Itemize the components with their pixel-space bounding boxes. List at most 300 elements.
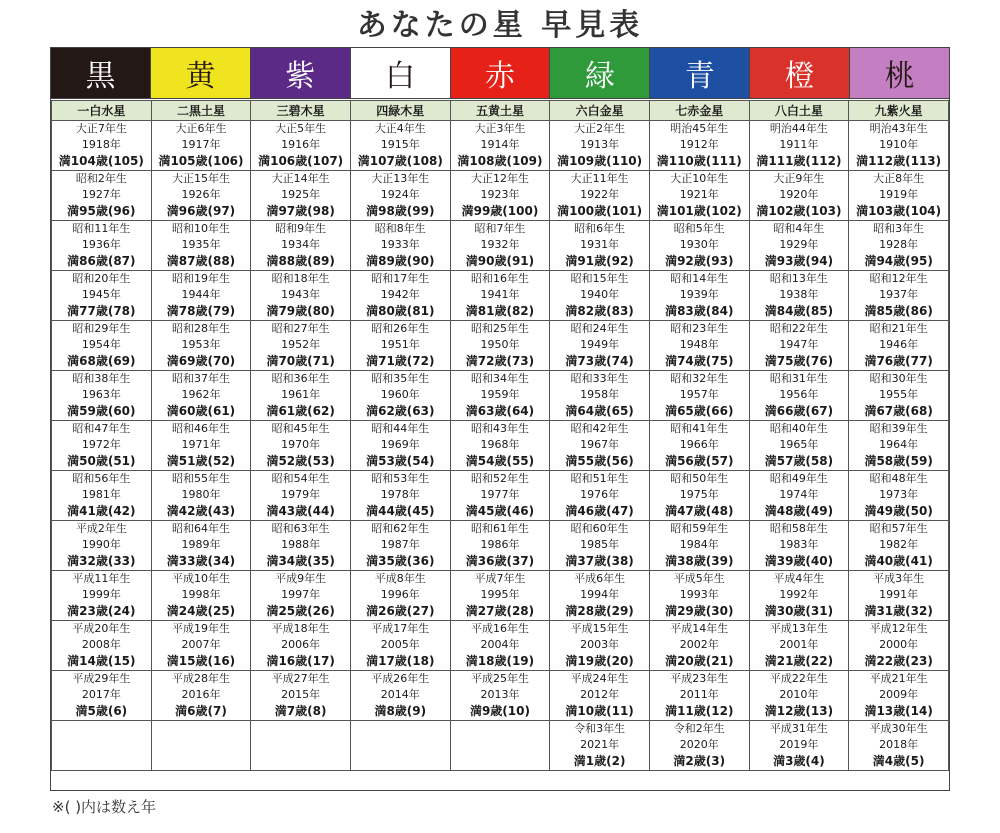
table-cell — [52, 671, 152, 721]
table-row — [52, 621, 949, 671]
western-year-label: 1994年 — [580, 588, 620, 601]
era-year-label: 昭和13年生 — [769, 272, 828, 285]
western-year-label: 1988年 — [281, 538, 321, 551]
table-cell — [649, 221, 749, 271]
age-label: 満112歳(113) — [856, 154, 942, 168]
western-year-label: 2019年 — [779, 738, 819, 751]
age-label: 満92歳(93) — [665, 254, 734, 268]
table-cell — [350, 321, 450, 371]
age-label: 満71歳(72) — [366, 354, 435, 368]
western-year-label: 1967年 — [580, 438, 620, 451]
western-year-label: 1963年 — [81, 388, 121, 401]
western-year-label: 2002年 — [679, 638, 719, 651]
age-label: 満105歳(106) — [158, 154, 244, 168]
table-cell — [849, 121, 949, 171]
table-cell — [251, 571, 351, 621]
table-cell — [749, 421, 849, 471]
star-header-cell: 九紫火星 — [849, 101, 949, 121]
age-label: 満26歳(27) — [366, 604, 435, 618]
age-label: 満81歳(82) — [465, 304, 535, 318]
western-year-label: 1979年 — [281, 488, 321, 501]
age-label: 満4歳(5) — [872, 754, 925, 768]
age-label: 満49歳(50) — [864, 504, 933, 518]
age-label: 満74歳(75) — [665, 354, 734, 368]
western-year-label: 2017年 — [81, 688, 121, 701]
table-cell — [649, 421, 749, 471]
age-label: 満99歳(100) — [461, 204, 539, 218]
age-label: 満84歳(85) — [764, 304, 834, 318]
era-year-label: 明治45年生 — [670, 122, 729, 135]
age-label: 満44歳(45) — [366, 504, 435, 518]
era-year-label: 昭和27年生 — [271, 322, 330, 335]
table-cell — [649, 271, 749, 321]
table-cell — [749, 671, 849, 721]
age-label: 満89歳(90) — [366, 254, 435, 268]
age-label: 満36歳(37) — [465, 554, 535, 568]
table-cell — [52, 121, 152, 171]
era-year-label: 平成4年生 — [773, 572, 825, 585]
age-label: 満21歳(22) — [764, 654, 834, 668]
age-label: 満29歳(30) — [665, 604, 734, 618]
age-label: 満90歳(91) — [465, 254, 535, 268]
table-cell — [649, 471, 749, 521]
western-year-label: 2005年 — [380, 638, 420, 651]
western-year-label: 1980年 — [181, 488, 221, 501]
table-cell — [749, 171, 849, 221]
era-year-label: 昭和32年生 — [670, 372, 729, 385]
era-year-label: 昭和22年生 — [769, 322, 828, 335]
table-cell — [649, 571, 749, 621]
era-year-label: 明治44年生 — [769, 122, 828, 135]
age-label: 満23歳(24) — [67, 604, 136, 618]
table-cell — [350, 221, 450, 271]
western-year-label: 2012年 — [580, 688, 620, 701]
era-year-label: 昭和34年生 — [470, 372, 529, 385]
table-cell — [151, 171, 251, 221]
table-cell — [251, 671, 351, 721]
age-label: 満42歳(43) — [166, 504, 236, 518]
table-cell — [350, 571, 450, 621]
age-label: 満40歳(41) — [864, 554, 933, 568]
table-cell — [151, 121, 251, 171]
age-label: 満41歳(42) — [67, 504, 136, 518]
era-year-label: 昭和45年生 — [271, 422, 330, 435]
table-cell — [649, 371, 749, 421]
western-year-label: 2013年 — [480, 688, 520, 701]
western-year-label: 1973年 — [879, 488, 919, 501]
table-cell — [350, 521, 450, 571]
age-label: 満30歳(31) — [764, 604, 834, 618]
table-cell — [849, 371, 949, 421]
table-cell — [849, 671, 949, 721]
western-year-label: 1968年 — [480, 438, 520, 451]
table-cell — [649, 521, 749, 571]
western-year-label: 1939年 — [679, 288, 719, 301]
western-year-label: 1981年 — [81, 488, 121, 501]
age-label: 満73歳(74) — [565, 354, 634, 368]
era-year-label: 平成7年生 — [474, 572, 526, 585]
table-cell — [450, 721, 550, 771]
age-label: 満93歳(94) — [764, 254, 834, 268]
table-cell — [849, 621, 949, 671]
western-year-label: 2020年 — [679, 738, 719, 751]
table-cell — [350, 471, 450, 521]
western-year-label: 1965年 — [779, 438, 819, 451]
era-year-label: 昭和6年生 — [574, 222, 626, 235]
table-row — [52, 571, 949, 621]
age-label: 満59歳(60) — [67, 404, 136, 418]
era-year-label: 平成17年生 — [371, 622, 430, 635]
western-year-label: 1987年 — [380, 538, 420, 551]
era-year-label: 昭和21年生 — [869, 322, 928, 335]
age-label: 満43歳(44) — [266, 504, 335, 518]
age-label: 満35歳(36) — [366, 554, 435, 568]
color-cell: 桃 — [850, 48, 949, 98]
table-cell — [849, 321, 949, 371]
era-year-label: 昭和47年生 — [72, 422, 131, 435]
table-cell — [251, 221, 351, 271]
table-cell — [52, 471, 152, 521]
era-year-label: 平成12年生 — [869, 622, 928, 635]
western-year-label: 1947年 — [779, 338, 819, 351]
era-year-label: 平成15年生 — [570, 622, 629, 635]
table-cell — [151, 371, 251, 421]
table-cell — [550, 721, 650, 771]
table-cell — [450, 271, 550, 321]
age-label: 満39歳(40) — [764, 554, 834, 568]
western-year-label: 1932年 — [480, 238, 520, 251]
age-label: 満67歳(68) — [864, 404, 933, 418]
table-cell — [450, 371, 550, 421]
western-year-label: 1925年 — [281, 188, 321, 201]
age-label: 満46歳(47) — [565, 504, 634, 518]
western-year-label: 1937年 — [879, 288, 919, 301]
age-label: 満101歳(102) — [656, 204, 742, 218]
era-year-label: 昭和51年生 — [570, 472, 629, 485]
age-label: 満16歳(17) — [266, 654, 335, 668]
era-year-label: 昭和11年生 — [72, 222, 131, 235]
star-header-cell: 三碧木星 — [251, 101, 351, 121]
table-cell — [52, 521, 152, 571]
era-year-label: 令和2年生 — [673, 722, 725, 735]
western-year-label: 1956年 — [779, 388, 819, 401]
age-label: 満37歳(38) — [565, 554, 634, 568]
footnote: ※( )内は数え年 — [52, 798, 157, 816]
color-header-row — [51, 48, 949, 99]
table-cell — [251, 121, 351, 171]
western-year-label: 1976年 — [580, 488, 620, 501]
table-cell — [450, 521, 550, 571]
table-cell — [550, 321, 650, 371]
western-year-label: 1949年 — [580, 338, 620, 351]
age-label: 満104歳(105) — [58, 154, 144, 168]
table-cell — [151, 721, 251, 771]
age-label: 満111歳(112) — [756, 154, 842, 168]
age-label: 満83歳(84) — [665, 304, 734, 318]
table-cell — [350, 421, 450, 471]
table-cell — [52, 321, 152, 371]
table-cell — [550, 671, 650, 721]
era-year-label: 昭和37年生 — [171, 372, 230, 385]
age-label: 満27歳(28) — [465, 604, 535, 618]
table-cell — [52, 571, 152, 621]
western-year-label: 2003年 — [580, 638, 620, 651]
table-cell — [151, 471, 251, 521]
western-year-label: 2004年 — [480, 638, 520, 651]
western-year-label: 1918年 — [81, 138, 121, 151]
table-cell — [450, 421, 550, 471]
age-label: 満108歳(109) — [457, 154, 543, 168]
color-cell: 赤 — [451, 48, 551, 98]
western-year-label: 1935年 — [181, 238, 221, 251]
table-cell — [550, 121, 650, 171]
era-year-label: 大正9年生 — [773, 172, 825, 185]
age-label: 満65歳(66) — [665, 404, 734, 418]
table-cell — [749, 621, 849, 671]
era-year-label: 平成28年生 — [171, 672, 230, 685]
star-header-cell: 二黒土星 — [151, 101, 251, 121]
western-year-label: 2018年 — [879, 738, 919, 751]
table-cell — [350, 121, 450, 171]
era-year-label: 平成21年生 — [869, 672, 928, 685]
western-year-label: 1951年 — [380, 338, 420, 351]
era-year-label: 平成25年生 — [470, 672, 529, 685]
age-label: 満7歳(8) — [274, 704, 327, 718]
table-cell — [849, 271, 949, 321]
table-cell — [849, 471, 949, 521]
western-year-label: 1912年 — [679, 138, 719, 151]
western-year-label: 1952年 — [281, 338, 321, 351]
era-year-label: 大正14年生 — [271, 172, 330, 185]
age-label: 満56歳(57) — [665, 454, 734, 468]
table-cell — [151, 571, 251, 621]
era-year-label: 大正4年生 — [374, 122, 426, 135]
age-label: 満80歳(81) — [366, 304, 435, 318]
table-row — [52, 221, 949, 271]
era-year-label: 昭和17年生 — [371, 272, 430, 285]
table-cell — [251, 271, 351, 321]
western-year-label: 1930年 — [679, 238, 719, 251]
table-cell — [749, 321, 849, 371]
western-year-label: 1914年 — [480, 138, 520, 151]
western-year-label: 1920年 — [779, 188, 819, 201]
era-year-label: 大正3年生 — [474, 122, 526, 135]
table-cell — [550, 621, 650, 671]
era-year-label: 昭和28年生 — [171, 322, 230, 335]
era-year-label: 昭和14年生 — [670, 272, 729, 285]
western-year-label: 1954年 — [81, 338, 121, 351]
era-year-label: 昭和60年生 — [570, 522, 629, 535]
western-year-label: 2010年 — [779, 688, 819, 701]
era-year-label: 令和3年生 — [574, 722, 626, 735]
age-label: 満86歳(87) — [67, 254, 136, 268]
era-year-label: 平成31年生 — [769, 722, 828, 735]
era-year-label: 昭和61年生 — [470, 522, 529, 535]
era-year-label: 大正2年生 — [574, 122, 626, 135]
western-year-label: 1943年 — [281, 288, 321, 301]
age-label: 満110歳(111) — [656, 154, 742, 168]
table-cell — [52, 271, 152, 321]
era-year-label: 昭和40年生 — [769, 422, 828, 435]
western-year-label: 2006年 — [281, 638, 321, 651]
table-cell — [450, 571, 550, 621]
western-year-label: 1931年 — [580, 238, 620, 251]
western-year-label: 1964年 — [879, 438, 919, 451]
table-cell — [550, 271, 650, 321]
age-label: 満98歳(99) — [366, 204, 435, 218]
era-year-label: 平成30年生 — [869, 722, 928, 735]
table-row — [52, 671, 949, 721]
era-year-label: 平成29年生 — [72, 672, 131, 685]
age-label: 満54歳(55) — [465, 454, 535, 468]
era-year-label: 平成23年生 — [670, 672, 729, 685]
age-label: 満2歳(3) — [673, 754, 726, 768]
table-cell — [550, 471, 650, 521]
age-label: 満11歳(12) — [665, 704, 734, 718]
western-year-label: 1919年 — [879, 188, 919, 201]
western-year-label: 1984年 — [679, 538, 719, 551]
age-label: 満76歳(77) — [864, 354, 933, 368]
age-label: 満52歳(53) — [266, 454, 335, 468]
western-year-label: 1978年 — [380, 488, 420, 501]
table-cell — [849, 421, 949, 471]
age-label: 満53歳(54) — [366, 454, 435, 468]
age-label: 満12歳(13) — [764, 704, 834, 718]
table-cell — [649, 121, 749, 171]
era-year-label: 平成18年生 — [271, 622, 330, 635]
era-year-label: 昭和3年生 — [873, 222, 925, 235]
western-year-label: 2008年 — [81, 638, 121, 651]
age-label: 満79歳(80) — [266, 304, 335, 318]
table-cell — [251, 471, 351, 521]
western-year-label: 1946年 — [879, 338, 919, 351]
age-label: 満31歳(32) — [864, 604, 933, 618]
western-year-label: 1957年 — [679, 388, 719, 401]
table-cell — [649, 171, 749, 221]
table-cell — [749, 221, 849, 271]
era-year-label: 昭和33年生 — [570, 372, 629, 385]
era-year-label: 昭和9年生 — [275, 222, 327, 235]
western-year-label: 1991年 — [879, 588, 919, 601]
age-label: 満72歳(73) — [465, 354, 535, 368]
age-label: 満8歳(9) — [374, 704, 427, 718]
age-label: 満47歳(48) — [665, 504, 734, 518]
western-year-label: 1995年 — [480, 588, 520, 601]
table-cell — [450, 471, 550, 521]
table-cell — [151, 271, 251, 321]
age-label: 満22歳(23) — [864, 654, 933, 668]
table-cell — [450, 221, 550, 271]
table-cell — [649, 321, 749, 371]
western-year-label: 1974年 — [779, 488, 819, 501]
western-year-label: 2009年 — [879, 688, 919, 701]
era-year-label: 平成13年生 — [769, 622, 828, 635]
era-year-label: 大正6年生 — [175, 122, 227, 135]
table-cell — [52, 371, 152, 421]
table-cell — [550, 421, 650, 471]
era-year-label: 昭和25年生 — [470, 322, 529, 335]
color-cell: 黄 — [151, 48, 251, 98]
era-year-label: 平成10年生 — [171, 572, 230, 585]
table-cell — [450, 671, 550, 721]
western-year-label: 1998年 — [181, 588, 221, 601]
table-cell — [251, 371, 351, 421]
western-year-label: 1926年 — [181, 188, 221, 201]
age-label: 満57歳(58) — [764, 454, 834, 468]
table-cell — [350, 171, 450, 221]
western-year-label: 1985年 — [580, 538, 620, 551]
table-cell — [52, 621, 152, 671]
age-label: 満88歳(89) — [266, 254, 335, 268]
table-cell — [151, 221, 251, 271]
age-label: 満48歳(49) — [764, 504, 834, 518]
era-year-label: 昭和20年生 — [72, 272, 131, 285]
table-cell — [849, 521, 949, 571]
age-label: 満1歳(2) — [573, 754, 626, 768]
age-label: 満20歳(21) — [665, 654, 734, 668]
era-year-label: 昭和19年生 — [171, 272, 230, 285]
western-year-label: 2015年 — [281, 688, 321, 701]
western-year-label: 1983年 — [779, 538, 819, 551]
era-year-label: 昭和38年生 — [72, 372, 131, 385]
western-year-label: 1922年 — [580, 188, 620, 201]
western-year-label: 1917年 — [181, 138, 221, 151]
table-row — [52, 721, 949, 771]
table-row — [52, 321, 949, 371]
western-year-label: 1966年 — [679, 438, 719, 451]
table-cell — [849, 221, 949, 271]
era-year-label: 昭和43年生 — [470, 422, 529, 435]
age-label: 満106歳(107) — [258, 154, 344, 168]
age-label: 満97歳(98) — [266, 204, 335, 218]
color-cell: 黒 — [51, 48, 151, 98]
table-row — [52, 371, 949, 421]
age-label: 満78歳(79) — [166, 304, 236, 318]
era-year-label: 昭和5年生 — [673, 222, 725, 235]
era-year-label: 昭和57年生 — [869, 522, 928, 535]
table-cell — [52, 721, 152, 771]
age-label: 満13歳(14) — [864, 704, 933, 718]
age-label: 満34歳(35) — [266, 554, 335, 568]
star-header-row — [52, 101, 949, 121]
table-cell — [52, 421, 152, 471]
age-label: 満33歳(34) — [166, 554, 236, 568]
western-year-label: 1929年 — [779, 238, 819, 251]
era-year-label: 大正13年生 — [371, 172, 430, 185]
table-cell — [251, 171, 351, 221]
western-year-label: 2021年 — [580, 738, 620, 751]
age-label: 満100歳(101) — [557, 204, 643, 218]
era-year-label: 平成27年生 — [271, 672, 330, 685]
era-year-label: 大正8年生 — [873, 172, 925, 185]
western-year-label: 1982年 — [879, 538, 919, 551]
era-year-label: 昭和64年生 — [171, 522, 230, 535]
age-label: 満95歳(96) — [67, 204, 136, 218]
western-year-label: 1934年 — [281, 238, 321, 251]
star-header-cell: 六白金星 — [550, 101, 650, 121]
era-year-label: 平成26年生 — [371, 672, 430, 685]
western-year-label: 1997年 — [281, 588, 321, 601]
era-year-label: 昭和31年生 — [769, 372, 828, 385]
western-year-label: 2001年 — [779, 638, 819, 651]
era-year-label: 昭和30年生 — [869, 372, 928, 385]
era-year-label: 大正10年生 — [670, 172, 729, 185]
table-cell — [251, 421, 351, 471]
age-label: 満3歳(4) — [773, 754, 825, 768]
western-year-label: 1948年 — [679, 338, 719, 351]
era-year-label: 平成14年生 — [670, 622, 729, 635]
age-label: 満68歳(69) — [67, 354, 136, 368]
